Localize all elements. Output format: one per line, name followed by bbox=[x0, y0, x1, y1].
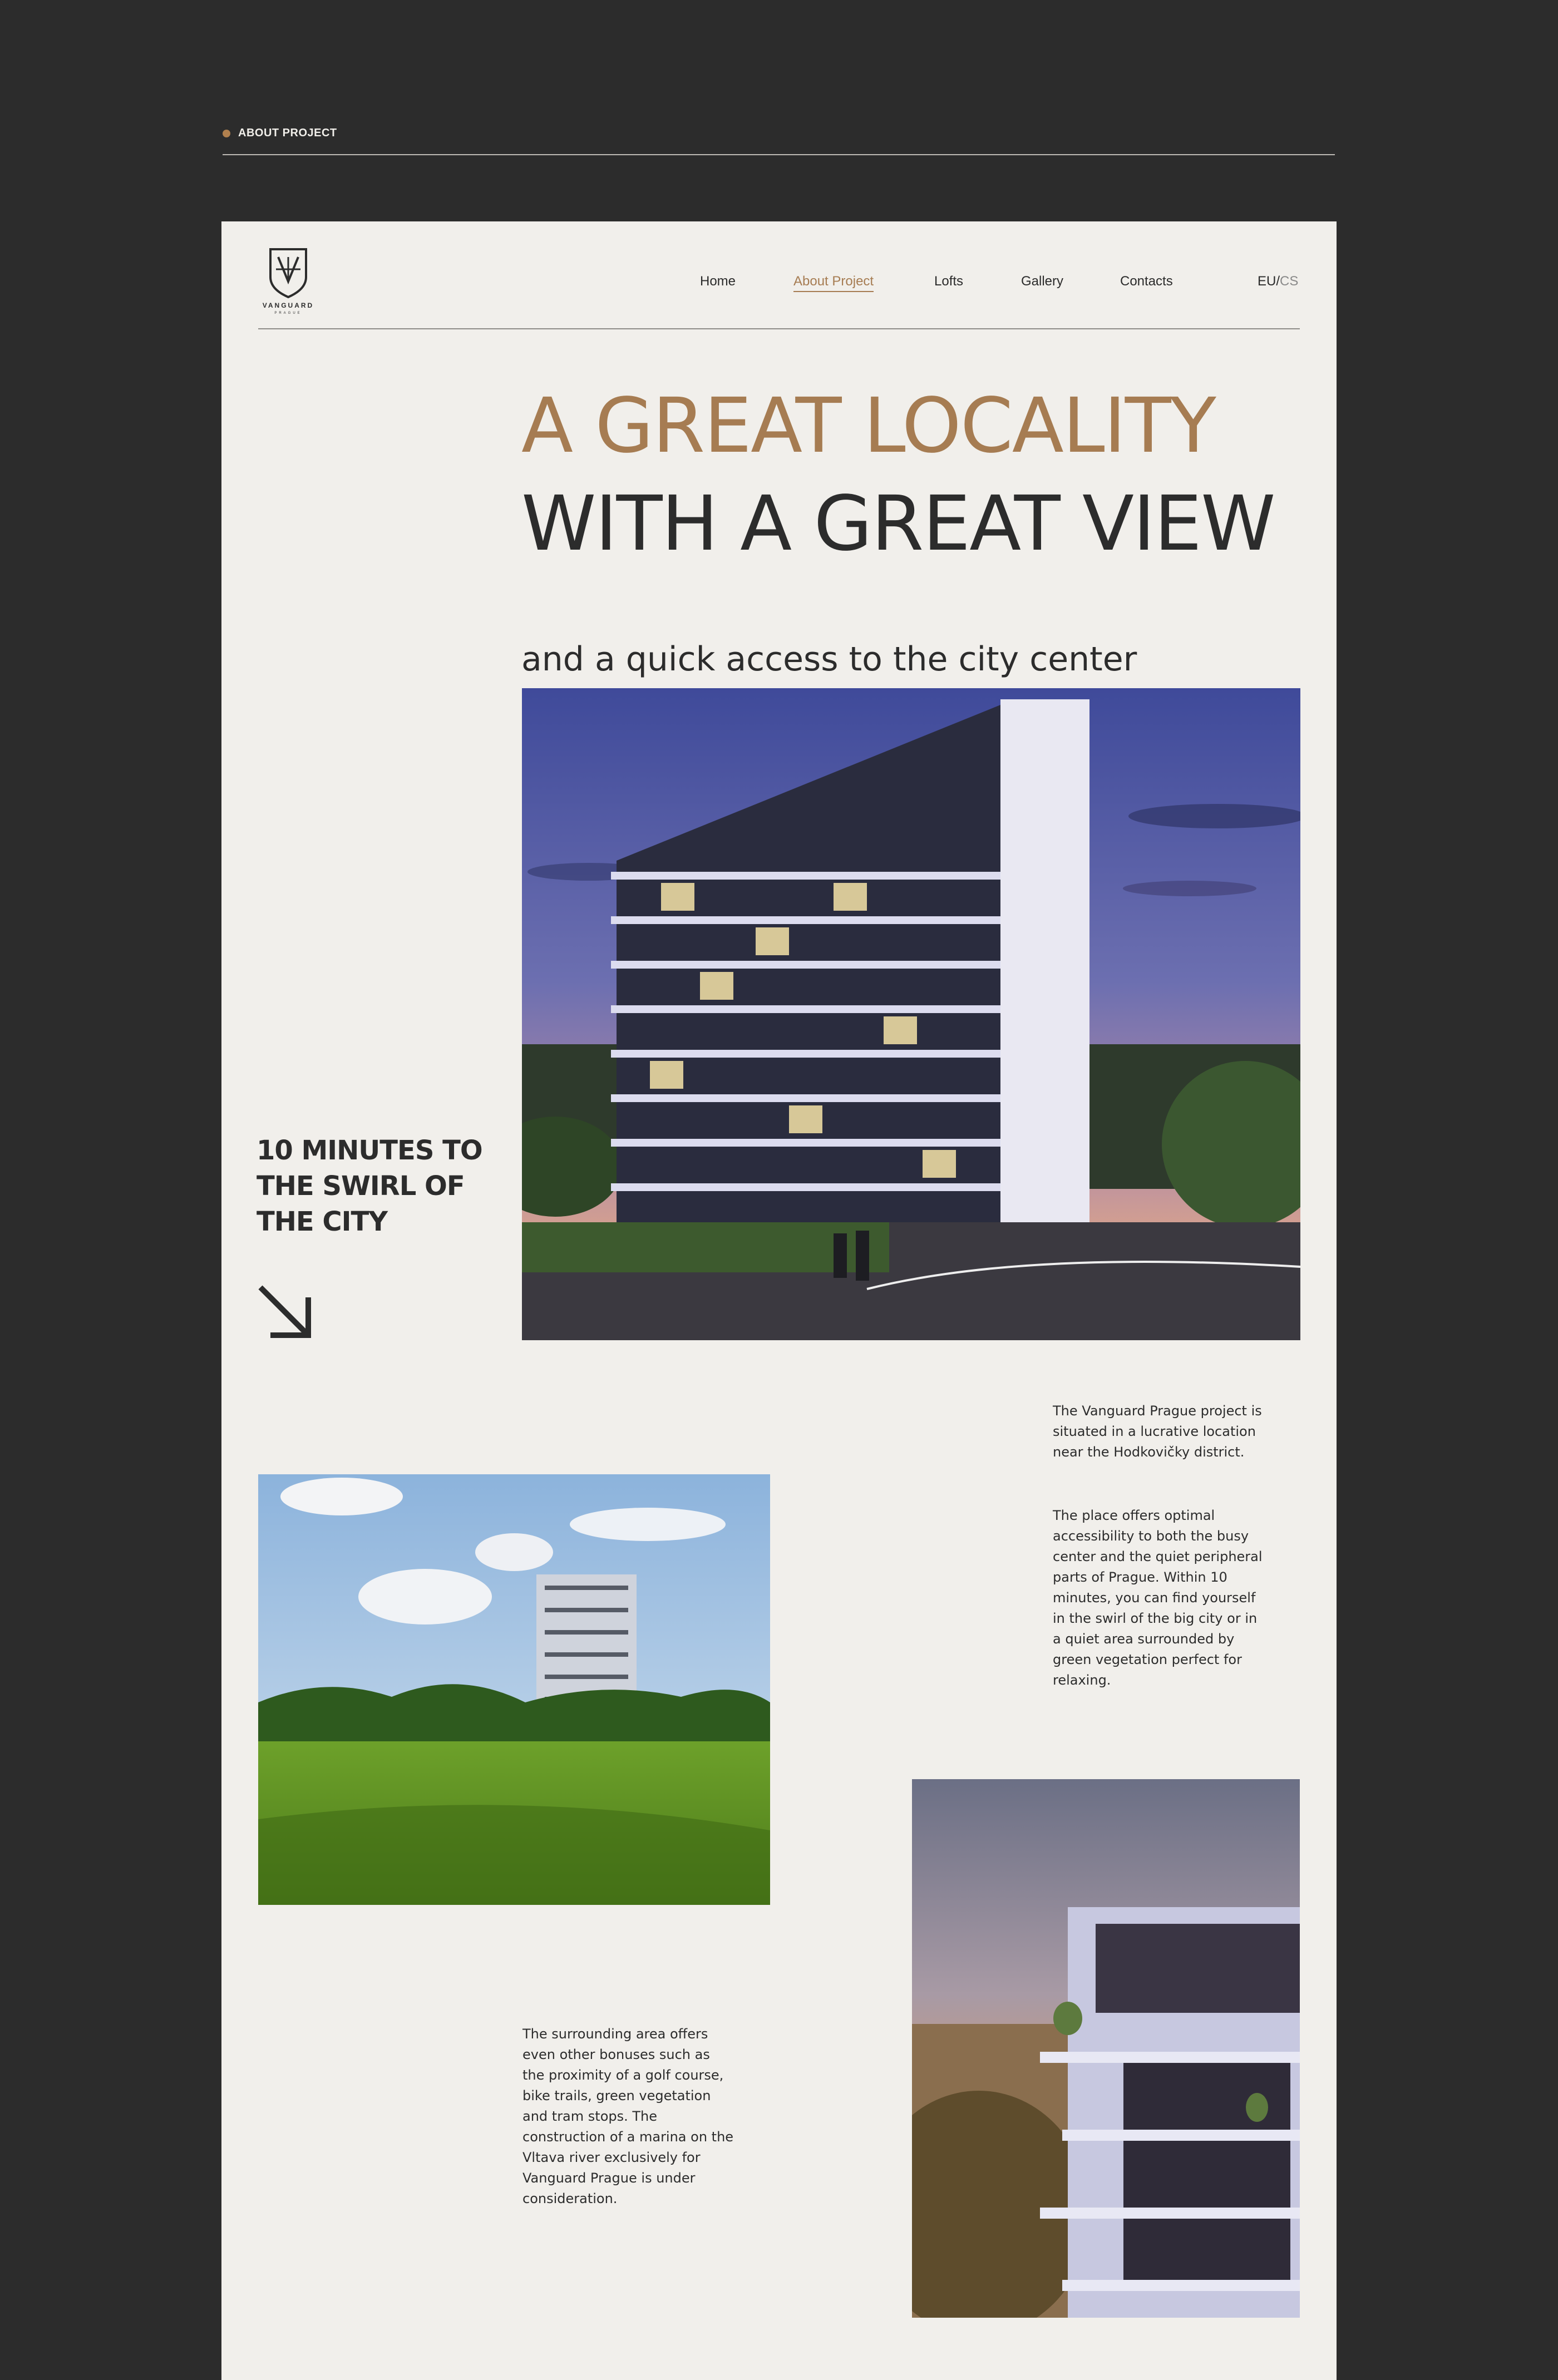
header-divider bbox=[258, 328, 1300, 329]
nav-item-about-project[interactable]: About Project bbox=[793, 274, 874, 292]
hero-subtitle: and a quick access to the city center bbox=[521, 640, 1137, 679]
lang-separator: / bbox=[1276, 274, 1280, 289]
surroundings-paragraph: The surrounding area offers even other bonuses such as the proximity of a golf course, bike trails, green vegetation and tram stops. The construction of a marina on the Vltava river exclusively for Vanguard Prague is under consideration. bbox=[522, 2026, 734, 2206]
language-switcher bbox=[1258, 274, 1298, 289]
nav-item-lofts[interactable]: Lofts bbox=[934, 274, 964, 289]
bullet-dot-icon bbox=[223, 130, 230, 137]
accessibility-paragraph: The place offers optimal accessibility to both the busy center and the quiet peripheral parts of Prague. Within 10 minutes, you can find yourself in the swirl of the big city or in a quiet area surrounded by green vegetation perfect for relaxing. bbox=[1053, 1508, 1263, 1688]
nav-item-gallery[interactable]: Gallery bbox=[1021, 274, 1064, 289]
lang-cs[interactable]: CS bbox=[1280, 274, 1299, 289]
arrow-down-right-icon bbox=[255, 1282, 316, 1343]
building-dusk-image bbox=[522, 688, 1300, 1340]
vanguard-shield-logo-icon bbox=[258, 245, 318, 300]
section-label-text: ABOUT PROJECT bbox=[238, 127, 337, 139]
brand-sub: PRAGUE bbox=[274, 312, 302, 315]
section-divider bbox=[223, 154, 1335, 155]
page-preview-card bbox=[221, 221, 1337, 2380]
lang-eu[interactable]: EU bbox=[1258, 274, 1276, 289]
brand-name: VANGUARD bbox=[262, 302, 314, 309]
balcony-sunset-image bbox=[912, 1779, 1300, 2318]
park-view-image bbox=[258, 1474, 770, 1905]
hero-title-line2: WITH A GREAT VIEW bbox=[521, 480, 1275, 568]
side-heading: 10 MINUTES TO THE SWIRL OF THE CITY bbox=[257, 1135, 482, 1237]
section-label bbox=[223, 127, 337, 140]
nav-item-home[interactable]: Home bbox=[700, 274, 736, 289]
intro-paragraph: The Vanguard Prague project is situated in a lucrative location near the Hodkovičky district. bbox=[1053, 1403, 1262, 1460]
main-nav bbox=[221, 274, 1337, 290]
hero-title-line1: A GREAT LOCALITY bbox=[521, 382, 1215, 470]
nav-item-contacts[interactable]: Contacts bbox=[1120, 274, 1173, 289]
